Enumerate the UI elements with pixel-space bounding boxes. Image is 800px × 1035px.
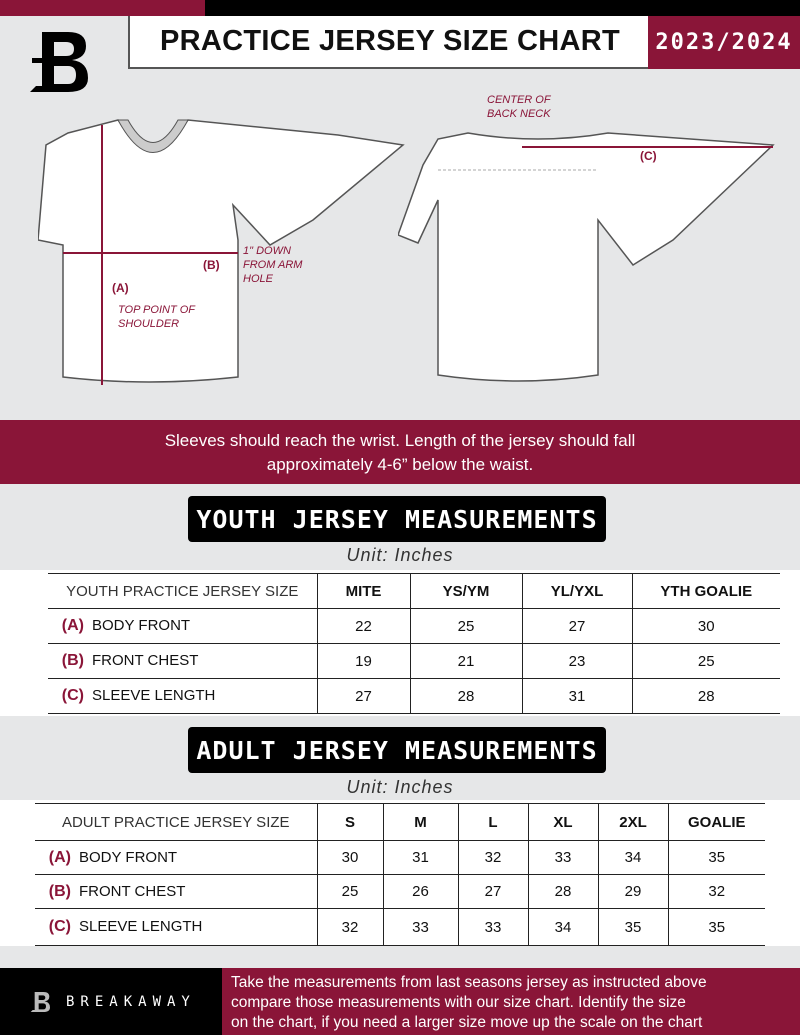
- cell: 30: [632, 609, 780, 644]
- banner-line: Sleeves should reach the wrist. Length of the jersey should fall: [164, 431, 636, 450]
- row-label: SLEEVE LENGTH: [92, 687, 216, 704]
- header-cell: YOUTH PRACTICE JERSEY SIZE: [48, 574, 317, 609]
- cell: 27: [522, 609, 632, 644]
- cell: 35: [668, 909, 765, 946]
- row-label: FRONT CHEST: [79, 882, 186, 900]
- table-row: [35, 841, 765, 875]
- header-cell: XL: [528, 804, 598, 841]
- cell: 21: [410, 644, 522, 679]
- cell: 34: [598, 841, 668, 875]
- cell: 19: [317, 644, 410, 679]
- back-c-note: CENTER OF BACK NECK: [487, 94, 551, 120]
- header-cell: M: [383, 804, 458, 841]
- cell: 28: [410, 679, 522, 714]
- cell: 25: [317, 875, 383, 909]
- cell: 32: [317, 909, 383, 946]
- cell: 27: [317, 679, 410, 714]
- cell: 26: [383, 875, 458, 909]
- row-code: (A): [48, 848, 71, 866]
- header-cell: YTH GOALIE: [632, 574, 780, 609]
- row-code: (C): [61, 687, 84, 704]
- top-accent-bar: [0, 0, 205, 16]
- table-row: [35, 909, 765, 946]
- cell: 23: [522, 644, 632, 679]
- table-row: [48, 679, 780, 714]
- cell: 31: [522, 679, 632, 714]
- youth-section-title: YOUTH JERSEY MEASUREMENTS: [188, 496, 606, 542]
- page-title: PRACTICE JERSEY SIZE CHART: [128, 16, 650, 69]
- cell: 25: [410, 609, 522, 644]
- cell: 35: [598, 909, 668, 946]
- header-cell: L: [458, 804, 528, 841]
- cell: 34: [528, 909, 598, 946]
- cell: 31: [383, 841, 458, 875]
- row-code: (C): [48, 918, 71, 935]
- adult-unit: Unit: Inches: [346, 777, 454, 797]
- front-a-note: TOP POINT OF SHOULDER: [118, 304, 195, 330]
- cell: 25: [632, 644, 780, 679]
- footer-brand: [0, 968, 222, 1035]
- row-label: BODY FRONT: [92, 617, 191, 634]
- header-cell: YL/YXL: [522, 574, 632, 609]
- table-row: [48, 609, 780, 644]
- cell: 28: [528, 875, 598, 909]
- row-label: BODY FRONT: [79, 848, 178, 866]
- row-label: FRONT CHEST: [92, 652, 199, 669]
- cell: 33: [528, 841, 598, 875]
- cell: 28: [632, 679, 780, 714]
- header-cell: S: [317, 804, 383, 841]
- adult-section-title: ADULT JERSEY MEASUREMENTS: [188, 727, 606, 773]
- row-code: (A): [61, 617, 84, 634]
- footer-line: Take the measurements from last seasons jersey as instructed above: [231, 974, 707, 991]
- footer-line: compare those measurements with our size chart. Identify the size: [231, 994, 686, 1011]
- cell: 33: [458, 909, 528, 946]
- row-label: SLEEVE LENGTH: [79, 918, 203, 935]
- breakaway-logo: [28, 28, 94, 96]
- back-jersey-diagram: [398, 125, 778, 395]
- front-jersey-diagram: [38, 115, 408, 395]
- footer-line: on the chart, if you need a larger size move up the scale on the chart: [231, 1014, 703, 1031]
- cell: 29: [598, 875, 668, 909]
- table-row: [48, 644, 780, 679]
- breakaway-logo-small: [30, 987, 52, 1017]
- cell: 33: [383, 909, 458, 946]
- youth-unit: Unit: Inches: [346, 545, 454, 565]
- back-c-label: (C): [640, 149, 657, 163]
- adult-size-table: [35, 803, 765, 946]
- season-badge: 2023/2024: [648, 16, 800, 69]
- instruction-banner: [0, 420, 800, 484]
- cell: 35: [668, 841, 765, 875]
- footer-instructions: [222, 968, 800, 1035]
- row-code: (B): [48, 882, 71, 900]
- row-code: (B): [61, 652, 84, 669]
- youth-size-table: [48, 573, 780, 714]
- header-cell: MITE: [317, 574, 410, 609]
- front-b-note: 1" DOWN FROM ARM HOLE: [243, 245, 303, 285]
- cell: 32: [458, 841, 528, 875]
- cell: 32: [668, 875, 765, 909]
- table-header-row: [48, 574, 780, 609]
- header-cell: GOALIE: [668, 804, 765, 841]
- cell: 30: [317, 841, 383, 875]
- cell: 22: [317, 609, 410, 644]
- front-a-label: (A): [112, 281, 129, 295]
- cell: 27: [458, 875, 528, 909]
- front-b-label: (B): [203, 258, 220, 272]
- table-header-row: [35, 804, 765, 841]
- header-cell: ADULT PRACTICE JERSEY SIZE: [35, 804, 317, 841]
- table-row: [35, 875, 765, 909]
- header-cell: 2XL: [598, 804, 668, 841]
- header-cell: YS/YM: [410, 574, 522, 609]
- brand-name: BREAKAWAY: [66, 993, 196, 1010]
- top-black-bar: [205, 0, 800, 16]
- banner-line: approximately 4-6” below the waist.: [266, 455, 534, 474]
